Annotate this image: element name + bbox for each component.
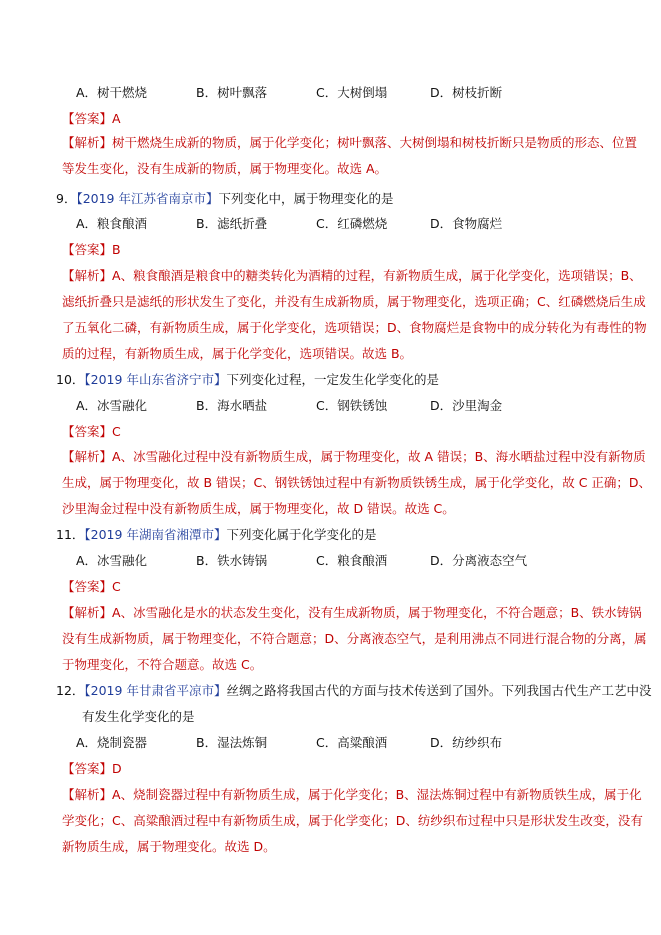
explanation-line: 等发生变化，没有生成新的物质，属于物理变化。故选 A。: [62, 161, 388, 176]
answer-label: 【答案】: [62, 424, 113, 439]
answer-label: 【答案】: [62, 579, 113, 594]
option-c: C．大树倒塌: [316, 85, 388, 100]
q8-answer: [62, 110, 121, 128]
answer-value: B: [112, 242, 121, 257]
question-source: 【2019 年甘肃省平凉市】: [84, 683, 227, 698]
explanation-label: 【解析】: [62, 605, 113, 620]
explanation-label: 【解析】: [62, 787, 113, 802]
question-source: 【2019 年山东省济宁市】: [84, 372, 227, 387]
q9-explanation: [62, 263, 647, 367]
question-text: 丝绸之路将我国古代的方面与技术传送到了国外。下列我国古代生产工艺中没: [226, 683, 652, 698]
explanation-line: 了五氧化二磷，有新物质生成，属于化学变化，选项错误；D、食物腐烂是食物中的成分转化为有毒性的物: [62, 320, 647, 335]
explanation-line: 树干燃烧生成新的物质，属于化学变化；树叶飘落、大树倒塌和树枝折断只是物质的形态、位置: [112, 135, 638, 150]
q11-answer: [62, 578, 121, 596]
q11-stem: [56, 526, 376, 544]
q11-explanation: [62, 600, 647, 678]
answer-value: D: [112, 761, 122, 776]
option-d: D．树枝折断: [430, 85, 503, 100]
option-d: D．食物腐烂: [430, 216, 503, 231]
explanation-label: 【解析】: [62, 268, 113, 283]
explanation-line: A、冰雪融化过程中没有新物质生成，属于物理变化，故 A 错误；B、海水晒盐过程中没有新物质: [112, 449, 646, 464]
answer-label: 【答案】: [62, 242, 113, 257]
question-number: 10．: [56, 372, 85, 387]
q10-stem: [56, 371, 439, 389]
explanation-line: A、冰雪融化是水的状态发生变化，没有生成新物质，属于物理变化，不符合题意；B、铁水铸锅: [112, 605, 642, 620]
option-d: D．沙里淘金: [430, 398, 503, 413]
question-source: 【2019 年湖南省湘潭市】: [84, 527, 227, 542]
option-b: B．海水晒盐: [196, 398, 268, 413]
option-c: C．高粱酿酒: [316, 735, 388, 750]
option-b: B．铁水铸锅: [196, 553, 268, 568]
explanation-line: 沙里淘金过程中没有新物质生成，属于物理变化，故 D 错误。故选 C。: [62, 501, 455, 516]
option-b: B．树叶飘落: [196, 85, 268, 100]
option-d: D．纺纱织布: [430, 735, 503, 750]
q10-explanation: [62, 444, 652, 522]
q12-answer: [62, 760, 122, 778]
question-text: 下列变化属于化学变化的是: [226, 527, 377, 542]
q9-answer: [62, 241, 121, 259]
explanation-line: 于物理变化，不符合题意。故选 C。: [62, 657, 263, 672]
q8-explanation: [62, 130, 638, 182]
answer-value: C: [112, 424, 121, 439]
explanation-line: 没有生成新物质，属于物理变化，不符合题意；D、分离液态空气，是利用沸点不同进行混合物的分离，属: [62, 631, 647, 646]
question-number: 9．: [56, 191, 77, 206]
q10-options: [62, 397, 622, 415]
q9-stem: [56, 190, 394, 208]
explanation-line: A、烧制瓷器过程中有新物质生成，属于化学变化；B、湿法炼铜过程中有新物质铁生成，属于化: [112, 787, 642, 802]
explanation-line: A、粮食酿酒是粮食中的糖类转化为酒精的过程，有新物质生成，属于化学变化，选项错误；B、: [112, 268, 642, 283]
explanation-line: 生成，属于物理变化，故 B 错误；C、钢铁锈蚀过程中有新物质铁锈生成，属于化学变化，故 C 正确；D、: [62, 475, 652, 490]
q10-answer: [62, 423, 121, 441]
explanation-line: 滤纸折叠只是滤纸的形状发生了变化，并没有生成新物质，属于物理变化，选项正确；C、红磷燃烧后生成: [62, 294, 646, 309]
answer-label: 【答案】: [62, 761, 113, 776]
answer-label: 【答案】: [62, 111, 113, 126]
option-c: C．红磷燃烧: [316, 216, 388, 231]
q12-stem-continued: 有发生化学变化的是: [82, 709, 195, 724]
explanation-label: 【解析】: [62, 135, 113, 150]
explanation-line: 质的过程，有新物质生成，属于化学变化，选项错误。故选 B。: [62, 346, 413, 361]
q9-options: [62, 215, 622, 233]
q11-options: [62, 552, 622, 570]
question-text: 下列变化过程，一定发生化学变化的是: [226, 372, 439, 387]
question-number: 12．: [56, 683, 85, 698]
answer-value: C: [112, 579, 121, 594]
question-source: 【2019 年江苏省南京市】: [76, 191, 219, 206]
option-c: C．钢铁锈蚀: [316, 398, 388, 413]
answer-value: A: [112, 111, 121, 126]
option-a: A．树干燃烧: [76, 85, 148, 100]
q8-options: [62, 84, 622, 102]
option-b: B．湿法炼铜: [196, 735, 268, 750]
explanation-label: 【解析】: [62, 449, 113, 464]
explanation-line: 学变化；C、高粱酿酒过程中有新物质生成，属于化学变化；D、纺纱织布过程中只是形状发生改变，没有: [62, 813, 643, 828]
q12-stem: [56, 682, 651, 700]
option-a: A．烧制瓷器: [76, 735, 148, 750]
q12-explanation: [62, 782, 643, 860]
option-d: D．分离液态空气: [430, 553, 528, 568]
option-c: C．粮食酿酒: [316, 553, 388, 568]
option-b: B．滤纸折叠: [196, 216, 268, 231]
question-number: 11．: [56, 527, 85, 542]
explanation-line: 新物质生成，属于物理变化。故选 D。: [62, 839, 276, 854]
option-a: A．粮食酿酒: [76, 216, 148, 231]
option-a: A．冰雪融化: [76, 398, 148, 413]
question-text: 下列变化中，属于物理变化的是: [218, 191, 394, 206]
option-a: A．冰雪融化: [76, 553, 148, 568]
q12-options: [62, 734, 622, 752]
